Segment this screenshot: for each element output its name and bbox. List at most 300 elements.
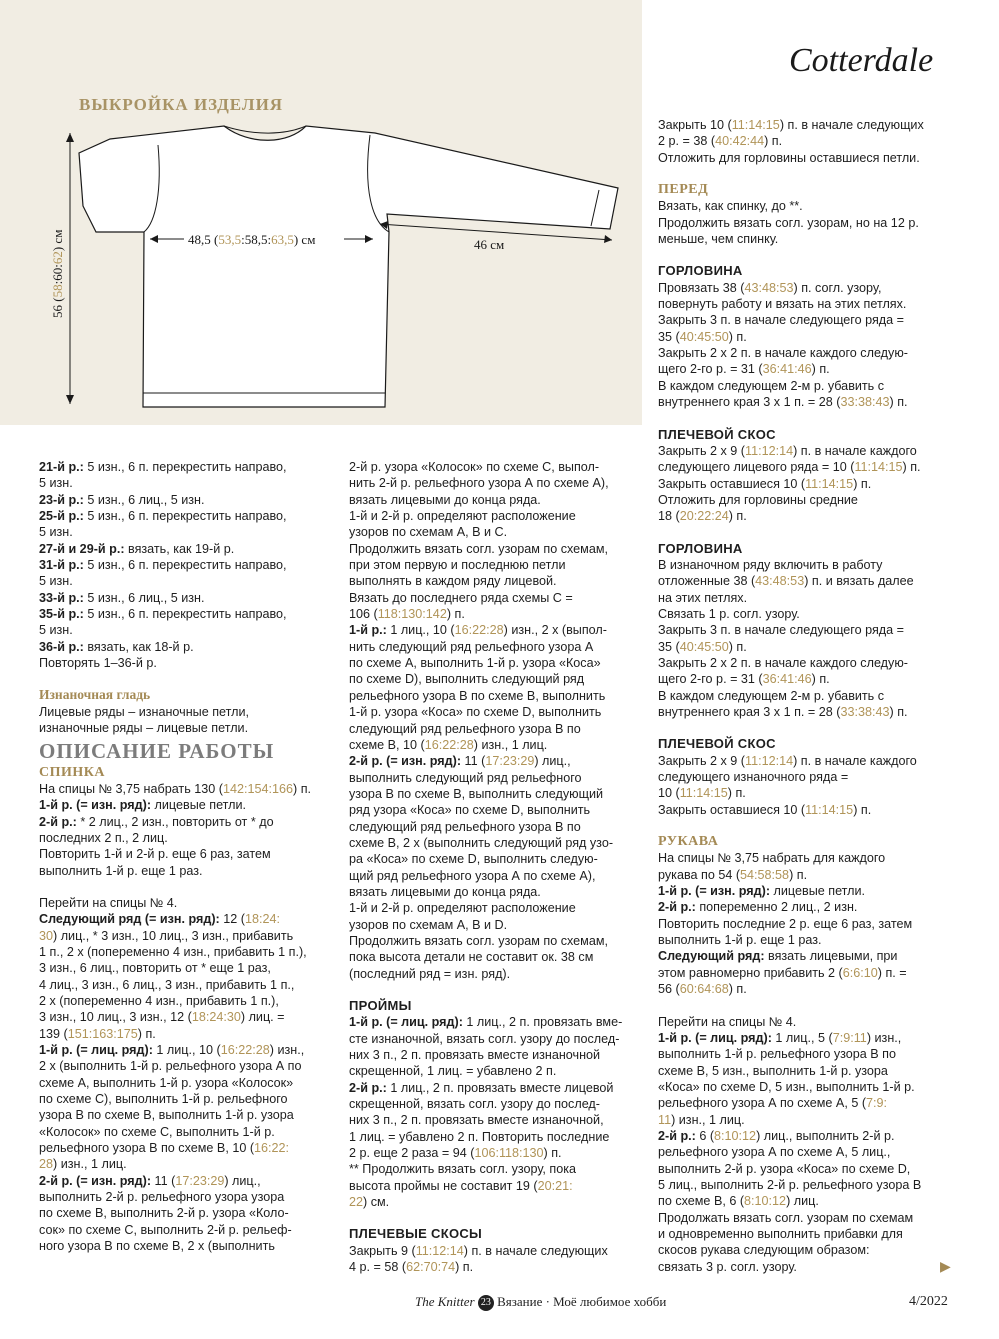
text-run: ) изн., — [269, 1043, 305, 1057]
instruction-line — [39, 830, 311, 846]
size-values: 54:58:58 — [740, 867, 790, 882]
size-values: 6:6:10 — [842, 965, 878, 980]
text-run: внутреннего края 3 х 1 п. = 28 ( — [658, 395, 841, 410]
instruction-line — [39, 573, 311, 589]
instruction-line — [39, 863, 311, 879]
text-run: вязать лицевыми до конца ряда. — [349, 492, 541, 507]
section-heading: ПЛЕЧЕВЫЕ СКОСЫ — [349, 1226, 483, 1242]
instruction-line — [349, 770, 622, 786]
text-run: узора B по схеме B, выполнить следующий — [349, 786, 604, 801]
instruction-line — [658, 198, 924, 214]
text-run: ) изн., 2 х (выпол- — [503, 623, 607, 638]
text-run: ) п. — [889, 705, 908, 719]
text-run: выполнить 1-й р. рельефного узора B по — [658, 1047, 896, 1062]
text-run: ) п. — [811, 672, 830, 687]
size-values: 11:14:15 — [854, 460, 903, 475]
spacer — [658, 411, 924, 427]
instruction-line — [658, 133, 924, 149]
text-run: ) п. — [727, 786, 746, 801]
instruction-line — [349, 1096, 622, 1112]
instruction-line — [349, 573, 622, 589]
instruction-line — [349, 475, 622, 491]
text-run: этом равномерно прибавить 2 ( — [658, 965, 843, 980]
section-heading: ПЛЕЧЕВОЙ СКОС — [658, 736, 776, 752]
text-run: ) изн., — [866, 1030, 902, 1045]
instruction-line — [658, 378, 924, 394]
text-run: рельефного узора А по схеме A, 5 лиц., — [658, 1145, 891, 1160]
instruction-line — [349, 786, 622, 802]
text-run: последних 2 п., 2 лиц. — [39, 830, 168, 845]
instruction-line — [658, 1210, 924, 1226]
instruction-line — [349, 835, 622, 851]
size-values: 16:22:28 — [220, 1043, 270, 1057]
text-run: по схеме D), выполнить следующий ряд — [349, 672, 585, 687]
size-values: 43:48:53 — [755, 574, 805, 589]
instruction-line — [349, 1243, 622, 1259]
text-run: 5 изн., 6 п. перекрестить направо, — [83, 509, 287, 524]
instruction-line — [658, 1095, 924, 1111]
text-run: схеме B, 5 изн., выполнить 1-й р. узора — [658, 1063, 888, 1078]
footer-magazine — [415, 1294, 666, 1311]
row-label: 1-й р. (= лиц. ряд): — [658, 1030, 772, 1045]
text-run: пока высота детали не составит ок. 38 см — [349, 950, 594, 965]
text-run: ) п. — [789, 867, 808, 882]
instruction-line — [658, 1030, 924, 1046]
row-label: 23-й р.: — [39, 492, 84, 507]
instruction-line — [349, 1194, 622, 1210]
instruction-line — [658, 655, 924, 671]
instruction-line — [658, 150, 924, 166]
text-run: 11 ( — [461, 754, 486, 769]
instruction-line — [349, 753, 622, 769]
instruction-line — [349, 737, 622, 753]
instruction-line — [349, 966, 622, 982]
text-run: 1 лиц., 2 п. провязать вместе лицевой — [386, 1080, 614, 1095]
instruction-line — [658, 117, 924, 133]
text-run: рельефного узора B по схеме B, 10 ( — [39, 1141, 255, 1156]
text-run: следующий ряд рельефного узора B по — [349, 819, 581, 834]
row-label: Следующий ряд (= изн. ряд): — [39, 912, 220, 927]
text-run: Закрыть оставшиеся 10 ( — [658, 802, 806, 817]
instruction-line — [658, 1128, 924, 1144]
row-label: 1-й р. (= изн. ряд): — [39, 798, 152, 813]
text-run: выполнить 1-й р. еще 1 раз. — [39, 863, 203, 878]
sweater-outline — [79, 126, 618, 407]
size-values: 40:45:50 — [679, 329, 729, 344]
instruction-line — [658, 1259, 924, 1275]
size-values: 11:14:15 — [805, 476, 854, 491]
text-run: 2-й р. узора «Колосок» по схеме C, выпол- — [349, 460, 600, 474]
text-run: ) лиц. = — [240, 1010, 285, 1025]
size-values: 36:41:46 — [762, 672, 812, 687]
instruction-line — [658, 753, 924, 769]
text-run: Вязать, как спинку, до **. — [658, 199, 803, 214]
text-run: Закрыть оставшиеся 10 ( — [658, 476, 806, 491]
text-run: Отложить для горловины оставшиеся петли. — [658, 150, 920, 165]
size-values: 8:10:12 — [714, 1128, 757, 1143]
size-values: 11:12:14 — [745, 753, 794, 768]
instruction-line — [39, 993, 311, 1009]
size-values: 17:23:29 — [485, 754, 535, 769]
instruction-line — [658, 671, 924, 687]
text-run: щий ряд рельефного узора А по схеме A), — [349, 868, 596, 883]
text-run: ) п. — [811, 362, 830, 377]
instruction-line — [39, 541, 311, 557]
text-run: по схеме C), выполнить 1-й р. рельефного — [39, 1092, 288, 1107]
section-heading: ПЛЕЧЕВОЙ СКОС — [658, 426, 776, 442]
text-run: вязать лицевыми до конца ряда. — [349, 884, 541, 899]
garment-schematic — [0, 0, 642, 425]
text-run: ) лиц., — [224, 1173, 261, 1188]
instruction-line — [349, 1145, 622, 1161]
text-run: них 3 п., 2 п. провязать вместе изнаночной, — [349, 1113, 604, 1128]
text-run: и одновременно выполнить прибавки для — [658, 1226, 903, 1241]
instruction-line — [349, 1161, 622, 1177]
text-run: Повторять 1–36-й р. — [39, 656, 157, 671]
text-run: рельефного узора B по схеме B, выполнить — [349, 688, 606, 703]
text-run: ) лиц. — [786, 1194, 819, 1209]
text-run: ) п. в начале каждого — [793, 443, 917, 458]
instruction-line — [349, 900, 622, 916]
instruction-line — [39, 1189, 311, 1205]
instruction-line — [39, 1058, 311, 1074]
text-run: * 2 лиц., 2 изн., повторить от * до — [76, 814, 274, 829]
text-run: выполнить 2-й р. рельефного узора узора — [39, 1190, 285, 1205]
instruction-line — [349, 917, 622, 933]
text-run: ) п. = — [877, 965, 907, 980]
instruction-line — [39, 911, 311, 927]
text-run: ) п. — [764, 134, 783, 149]
text-run: выполнить 2-й р. узора «Коса» по схеме D, — [658, 1161, 911, 1176]
text-run: ) п. — [446, 607, 465, 622]
spacer — [39, 671, 311, 687]
text-run: Провязать 38 ( — [658, 280, 745, 295]
instruction-line — [349, 851, 622, 867]
instruction-line — [349, 819, 622, 835]
size-values: 16:22: — [254, 1141, 290, 1156]
size-values: 30 — [39, 928, 54, 943]
instruction-line — [658, 1079, 924, 1095]
instruction-line — [39, 977, 311, 993]
text-run: В изнаночном ряду включить в работу — [658, 557, 883, 572]
size-values: 20:22:24 — [679, 509, 729, 524]
instruction-line — [39, 1009, 311, 1025]
spacer — [349, 982, 622, 998]
text-run: 1-й и 2-й р. определяют расположение — [349, 509, 576, 524]
size-values: 22 — [349, 1195, 364, 1210]
text-run: 1-й р. узора «Коса» по схеме D, выполнить — [349, 705, 602, 720]
text-run: 4 лиц., 3 изн., 6 лиц., 3 изн., прибавить 1 п., — [39, 977, 295, 992]
size-values: 106:118:130 — [474, 1146, 544, 1161]
instruction-line — [39, 814, 311, 830]
instruction-line — [349, 884, 622, 900]
instruction-line — [658, 1046, 924, 1062]
magazine-tagline: Вязание · Моё любимое хобби — [497, 1294, 667, 1309]
text-run: узора B по схеме B, выполнить 1-й р. узора — [39, 1108, 294, 1123]
instruction-line — [658, 1177, 924, 1193]
text-run: скрещенной, 1 лиц. = убавлено 2 п. — [349, 1064, 557, 1079]
instruction-line — [39, 475, 311, 491]
spacer — [658, 166, 924, 182]
text-run: 5 изн., 6 п. перекрестить направо, — [83, 558, 287, 573]
instruction-line — [349, 541, 622, 557]
text-run: по схеме B, 6 ( — [658, 1194, 745, 1209]
size-values: 62:70:74 — [406, 1260, 456, 1275]
size-values: 118:130:142 — [377, 607, 447, 622]
instruction-line — [39, 508, 311, 524]
row-label: 25-й р.: — [39, 509, 84, 524]
text-run: 56 ( — [658, 982, 680, 997]
instruction-line — [39, 590, 311, 606]
text-run: ) п. в начале следующих — [779, 118, 924, 132]
text-run: 1 лиц., 2 п. провязать вме- — [462, 1015, 623, 1030]
size-values: 40:42:44 — [715, 134, 765, 149]
text-run: Закрыть 2 х 2 п. в начале каждого следую- — [658, 655, 908, 670]
instruction-line — [658, 1242, 924, 1258]
text-run: ) п. — [853, 476, 872, 491]
text-run: На спицы № 3,75 набрать 130 ( — [39, 781, 223, 796]
instruction-line — [658, 394, 924, 410]
instruction-line — [39, 557, 311, 573]
text-run: щего 2-го р. = 31 ( — [658, 362, 763, 377]
text-run: Закрыть 2 х 2 п. в начале каждого следую- — [658, 346, 908, 361]
neckline-back — [224, 126, 306, 133]
text-run: В каждом следующем 2-м р. убавить с — [658, 688, 885, 703]
text-run: ) п. — [455, 1260, 474, 1275]
spacer — [658, 818, 924, 834]
text-run: ряд узора «Коса» по схеме D, выполнить — [349, 803, 591, 818]
text-run: связать 3 р. согл. узору. — [658, 1259, 797, 1274]
row-label: 1-й р.: — [349, 623, 387, 638]
text-run: 35 ( — [658, 639, 680, 654]
text-run: схеме B, 10 ( — [349, 737, 425, 752]
text-run: Закрыть 3 п. в начале следующего ряда = — [658, 623, 905, 638]
text-run: 35 ( — [658, 329, 680, 344]
row-label: 2-й р. (= изн. ряд): — [39, 1173, 152, 1188]
text-run: следующего изнаночного ряда = — [658, 770, 849, 785]
text-run: ного узора B по схеме B, 2 х (выполнить — [39, 1239, 275, 1254]
length-arrow-bottom-head — [66, 395, 74, 404]
instruction-line — [39, 606, 311, 622]
size-values: 17:23:29 — [175, 1173, 225, 1188]
instruction-line — [39, 622, 311, 638]
size-values: 33:38:43 — [840, 395, 890, 410]
text-run: 1 лиц., 5 ( — [771, 1030, 833, 1045]
text-run: рукава по 54 ( — [658, 867, 741, 882]
instruction-line — [658, 965, 924, 981]
size-values: 8:10:12 — [744, 1194, 787, 1209]
sleeve-label: 46 см — [474, 237, 505, 252]
text-run: выполнять в каждом ряду лицевой. — [349, 574, 557, 589]
instruction-line — [39, 1156, 311, 1172]
size-values: 16:22:28 — [454, 623, 504, 638]
text-run: меньше, чем спинку. — [658, 232, 779, 247]
instruction-line — [658, 280, 924, 296]
row-label: 33-й р.: — [39, 590, 84, 605]
instruction-line — [349, 721, 622, 737]
instruction-line — [658, 981, 924, 997]
text-run: В каждом следующем 2-м р. убавить с — [658, 378, 885, 393]
instruction-line — [349, 655, 622, 671]
instruction-line — [349, 933, 622, 949]
section-heading: РУКАВА — [658, 834, 719, 850]
instruction-line — [349, 704, 622, 720]
text-run: 11 ( — [151, 1173, 176, 1188]
text-run: следующего лицевого ряда = 10 ( — [658, 460, 855, 475]
instruction-line — [349, 492, 622, 508]
row-label: 27-й и 29-й р.: — [39, 541, 125, 556]
text-run: 4 р. = 58 ( — [349, 1260, 407, 1275]
instruction-line — [658, 345, 924, 361]
size-values: 11:14:15 — [679, 786, 728, 801]
instruction-line — [349, 606, 622, 622]
instruction-line — [39, 1091, 311, 1107]
text-run: 5 изн., 6 п. перекрестить направо, — [83, 460, 287, 474]
text-run: отложенные 38 ( — [658, 574, 756, 589]
instruction-line — [658, 606, 924, 622]
row-label: 21-й р.: — [39, 460, 84, 474]
text-run: 1 лиц., 10 ( — [386, 623, 455, 638]
instruction-line — [658, 1063, 924, 1079]
text-run: них 3 п., 2 п. провязать вместе изнаночной — [349, 1048, 601, 1063]
section-heading: СПИНКА — [39, 764, 106, 780]
text-run: лицевые петли. — [151, 798, 247, 813]
text-run: 106 ( — [349, 607, 378, 622]
text-run: Продолжить вязать согл. узорам по схемам, — [349, 541, 608, 556]
instruction-line — [658, 476, 924, 492]
instruction-line — [349, 639, 622, 655]
text-run: ) лиц., — [534, 754, 571, 769]
instruction-line — [39, 846, 311, 862]
instruction-line — [349, 671, 622, 687]
length-arrow-top-head — [66, 133, 74, 142]
length-label: 56 (58:60:62) см — [50, 229, 65, 318]
instruction-line — [658, 1112, 924, 1128]
instruction-line — [658, 948, 924, 964]
text-run: 5 изн. — [39, 623, 73, 638]
text-run: ) п. — [293, 781, 312, 796]
size-values: 36:41:46 — [762, 362, 812, 377]
text-run: 6 ( — [695, 1128, 715, 1143]
size-values: 11:12:14 — [745, 443, 794, 458]
text-run: лицевые петли. — [770, 884, 866, 899]
text-run: Повторить последние 2 р. еще 6 раз, затем — [658, 916, 913, 931]
size-values: 16:22:28 — [424, 737, 474, 752]
instruction-line — [658, 1014, 924, 1030]
instruction-line — [658, 622, 924, 638]
text-run: скосов рукава следующим образом: — [658, 1243, 870, 1258]
instruction-line — [39, 1140, 311, 1156]
text-run: Продолжить вязать согл. узорам по схемам, — [349, 933, 608, 948]
text-run: выполнить следующий ряд рельефного — [349, 770, 582, 785]
instruction-line — [658, 329, 924, 345]
instruction-line — [658, 508, 924, 524]
text-run: повернуть работу и вязать на этих петлях. — [658, 297, 907, 312]
instruction-line — [658, 867, 924, 883]
instruction-line — [658, 916, 924, 932]
text-run: сок» по схеме C, выполнить 2-й р. рельеф- — [39, 1222, 292, 1237]
size-values: 11:14:15 — [805, 802, 854, 817]
text-run: (последний ряд = изн. ряд). — [349, 966, 511, 981]
text-run: ) изн., 1 лиц. — [671, 1112, 745, 1127]
text-run: вязать, как 18-й р. — [83, 639, 194, 654]
instruction-line — [39, 492, 311, 508]
text-run: ) лиц., * 3 изн., 10 лиц., 3 изн., прибавить — [53, 928, 294, 943]
instruction-line — [349, 1178, 622, 1194]
instruction-line — [658, 557, 924, 573]
section-heading: ГОРЛОВИНА — [658, 540, 743, 556]
text-run: ) изн., 1 лиц. — [473, 737, 548, 752]
instruction-line — [349, 949, 622, 965]
text-run: Повторить 1-й и 2-й р. еще 6 раз, затем — [39, 847, 271, 862]
text-run: Перейти на спицы № 4. — [658, 1014, 797, 1029]
row-label: 2-й р.: — [658, 900, 696, 915]
text-run: схеме A, выполнить 1-й р. узора «Колосок» — [39, 1075, 294, 1090]
text-run: На спицы № 3,75 набрать для каждого — [658, 851, 886, 866]
instruction-line — [39, 720, 311, 736]
text-run: ) п. — [902, 460, 921, 475]
text-run: 5 изн. — [39, 476, 73, 491]
instruction-line — [658, 492, 924, 508]
instruction-line — [39, 797, 311, 813]
spacer — [349, 1210, 622, 1226]
instruction-line — [658, 769, 924, 785]
instruction-line — [349, 1063, 622, 1079]
instruction-line — [658, 785, 924, 801]
instruction-line — [39, 944, 311, 960]
text-run: 5 изн., 6 п. перекрестить направо, — [83, 607, 287, 622]
text-run: 5 лиц., выполнить 2-й р. рельефного узора B — [658, 1177, 922, 1192]
size-values: 33:38:43 — [840, 705, 890, 719]
instruction-line — [658, 573, 924, 589]
text-run: ) п. в начале следующих — [463, 1243, 608, 1258]
width-label: 48,5 (53,5:58,5:63,5) см — [188, 232, 316, 247]
row-label: 1-й р. (= лиц. ряд): — [39, 1043, 153, 1057]
text-run: Продолжать вязать согл. узорам по схемам — [658, 1210, 914, 1225]
spacer — [658, 720, 924, 736]
instruction-line — [658, 459, 924, 475]
size-values: 11:14:15 — [731, 118, 780, 132]
instruction-line — [658, 1226, 924, 1242]
text-run: Закрыть 10 ( — [658, 118, 732, 132]
text-run: Закрыть 3 п. в начале следующего ряда = — [658, 313, 905, 328]
size-values: 60:64:68 — [679, 982, 729, 997]
size-values: 28 — [39, 1157, 54, 1172]
text-run: узоров по схемам A, B и C. — [349, 525, 508, 540]
text-run: ) лиц., выполнить 2-й р. — [756, 1128, 895, 1143]
instruction-line — [658, 932, 924, 948]
text-run: 2 р. = 38 ( — [658, 134, 716, 149]
text-run: 1 лиц., 10 ( — [152, 1043, 221, 1057]
text-run: 2 х (выполнить 1-й р. рельефного узора А по — [39, 1059, 302, 1074]
text-run: Закрыть 2 х 9 ( — [658, 443, 746, 458]
instruction-line — [39, 1026, 311, 1042]
spacer — [658, 998, 924, 1014]
text-run: 10 ( — [658, 786, 680, 801]
text-run: ) п. — [728, 329, 747, 344]
instruction-line — [39, 704, 311, 720]
instruction-line — [39, 895, 311, 911]
instruction-line — [658, 704, 924, 720]
instruction-line — [349, 802, 622, 818]
row-label: Следующий ряд: — [658, 949, 765, 964]
text-run: по схеме A, выполнить 1-й р. узора «Коса» — [349, 656, 601, 671]
instruction-line — [658, 1161, 924, 1177]
instruction-line — [658, 296, 924, 312]
text-run: при этом первую и последнюю петли — [349, 558, 566, 573]
instruction-line — [349, 1047, 622, 1063]
text-run: ) изн., 1 лиц. — [53, 1157, 127, 1172]
